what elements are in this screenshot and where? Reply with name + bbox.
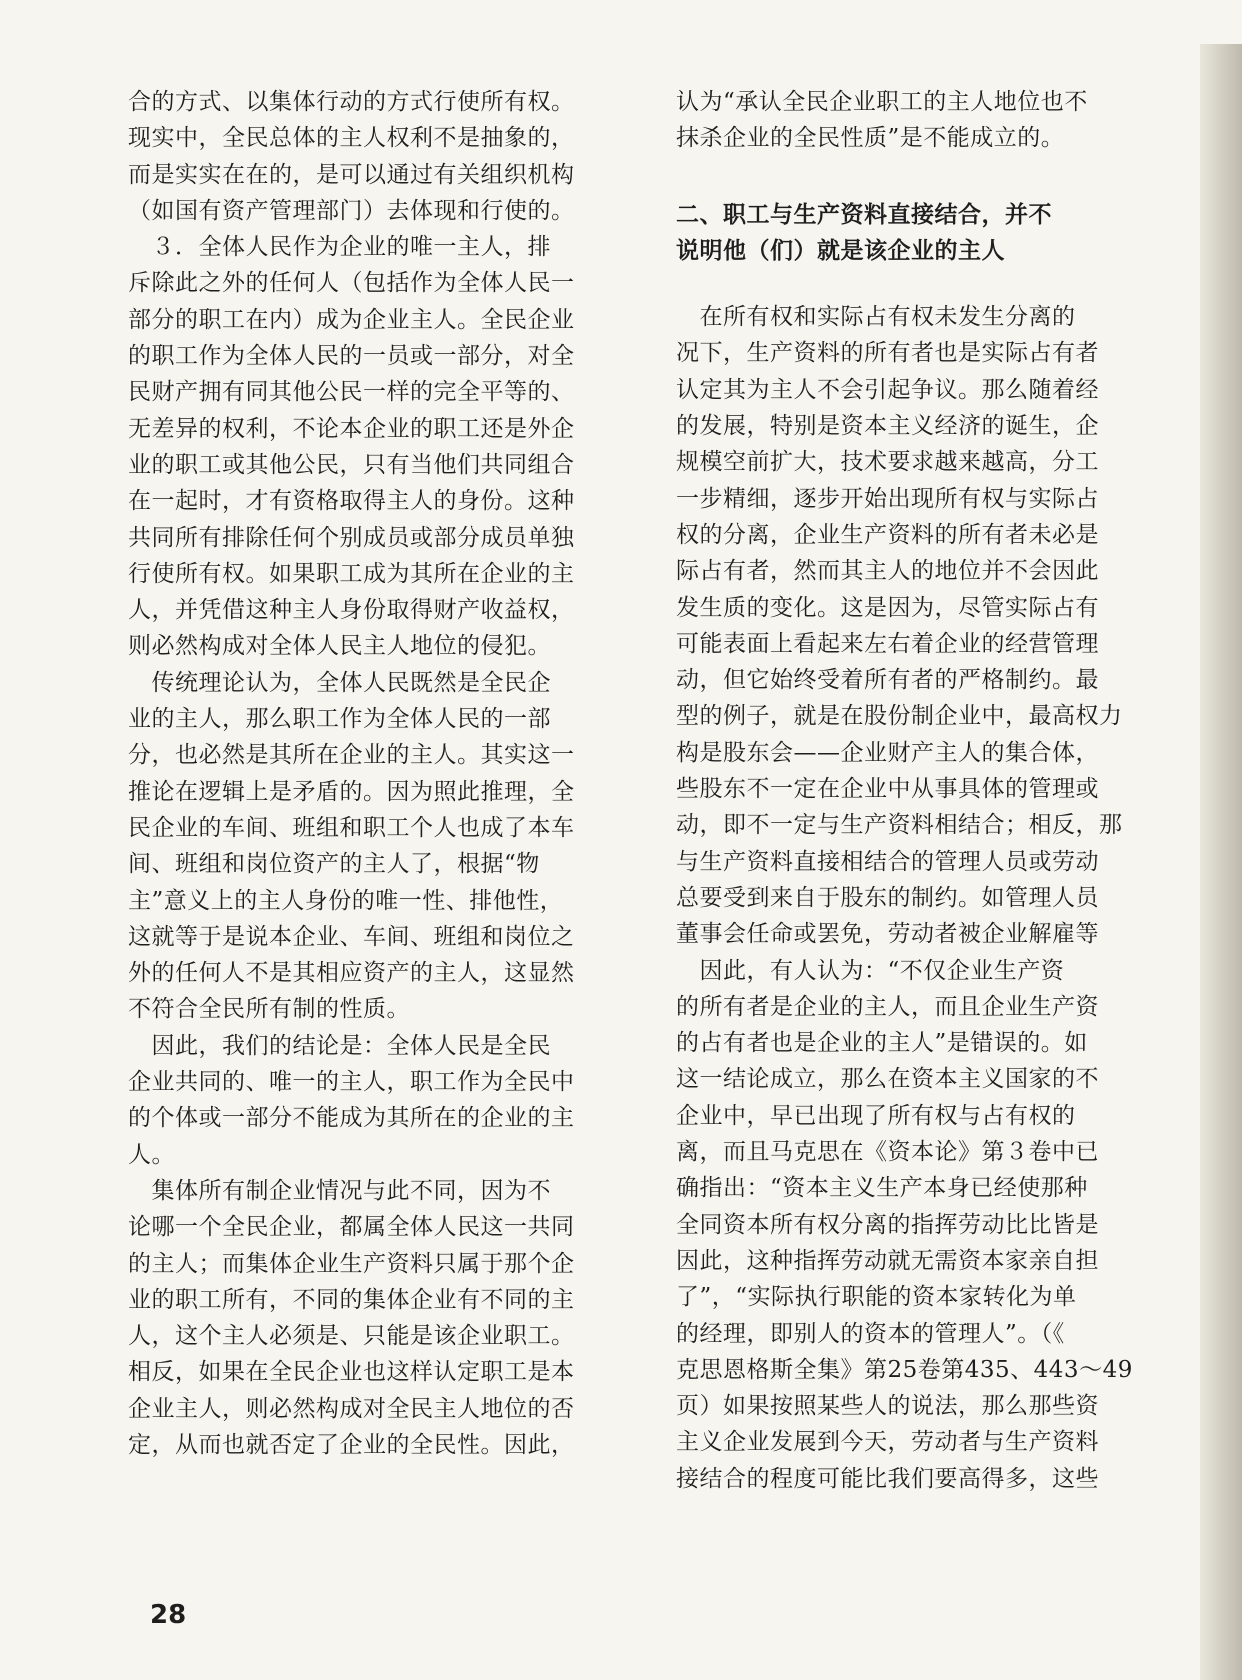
- text-line: 因此，我们的结论是：全体人民是全民: [128, 1032, 551, 1059]
- text-line: 董事会任命或罢免，劳动者被企业解雇等: [676, 921, 1099, 948]
- text-line: 企业中，早已出现了所有权与占有权的: [676, 1102, 1076, 1129]
- text-line: 行使所有权。如果职工成为其所在企业的主: [128, 560, 575, 587]
- text-line: 共同所有排除任何个别成员或部分成员单独: [128, 524, 575, 551]
- text-line: 页）如果按照某些人的说法，那么那些资: [676, 1393, 1099, 1420]
- text-line: 分，也必然是其所在企业的主人。其实这一: [128, 742, 575, 769]
- text-line: 权的分离，企业生产资料的所有者未必是: [676, 521, 1099, 548]
- text-line: 外的任何人不是其相应资产的主人，这显然: [128, 960, 575, 987]
- text-line: 抹杀企业的全民性质”是不能成立的。: [676, 125, 1065, 152]
- text-line: 斥除此之外的任何人（包括作为全体人民一: [128, 270, 575, 297]
- section-heading: [676, 197, 1142, 270]
- text-line: 集体所有制企业情况与此不同，因为不: [128, 1177, 551, 1204]
- text-line: 业的主人，那么职工作为全体人民的一部: [128, 706, 551, 733]
- text-line: 论哪一个全民企业，都属全体人民这一共同: [128, 1214, 575, 1241]
- text-line: 型的例子，就是在股份制企业中，最高权力: [676, 703, 1123, 730]
- text-line: 相反，如果在全民企业也这样认定职工是本: [128, 1359, 575, 1386]
- text-line: 的占有者也是企业的主人”是错误的。如: [676, 1030, 1088, 1057]
- text-line: 民企业的车间、班组和职工个人也成了本车: [128, 814, 575, 841]
- right-intro-paragraph: [676, 84, 1142, 157]
- text-line: 在一起时，才有资格取得主人的身份。这种: [128, 488, 575, 515]
- text-line: 构是股东会——企业财产主人的集合体，: [676, 739, 1099, 766]
- text-line: 一步精细，逐步开始出现所有权与实际占: [676, 485, 1099, 512]
- text-line: ３．全体人民作为企业的唯一主人，排: [128, 234, 551, 261]
- page-binding-shadow: [1200, 44, 1242, 1680]
- text-line: 总要受到来自于股东的制约。如管理人员: [676, 884, 1099, 911]
- text-line: 业的职工所有，不同的集体企业有不同的主: [128, 1286, 575, 1313]
- text-line: 而是实实在在的，是可以通过有关组织机构: [128, 161, 575, 188]
- text-line: 现实中，全民总体的主人权利不是抽象的，: [128, 125, 575, 152]
- text-line: 际占有者，然而其主人的地位并不会因此: [676, 558, 1099, 585]
- right-text-column: [676, 84, 1142, 1497]
- text-line: 接结合的程度可能比我们要高得多，这些: [676, 1465, 1099, 1492]
- text-line: 这一结论成立，那么在资本主义国家的不: [676, 1066, 1099, 1093]
- text-line: 了”，“实际执行职能的资本家转化为单: [676, 1284, 1077, 1311]
- text-line: 企业共同的、唯一的主人，职工作为全民中: [128, 1069, 575, 1096]
- text-line: 的经理，即别人的资本的管理人”。（《: [676, 1320, 1065, 1347]
- text-line: 人。: [128, 1141, 175, 1168]
- text-line: 克思恩格斯全集》第25卷第435、443～49: [676, 1356, 1133, 1383]
- text-line: 在所有权和实际占有权未发生分离的: [676, 304, 1076, 331]
- text-line: 合的方式、以集体行动的方式行使所有权。: [128, 89, 575, 115]
- text-line: 无差异的权利，不论本企业的职工还是外企: [128, 415, 575, 442]
- text-line: 人，并凭借这种主人身份取得财产收益权，: [128, 597, 575, 624]
- text-line: 民财产拥有同其他公民一样的完全平等的、: [128, 379, 575, 406]
- text-line: 些股东不一定在企业中从事具体的管理或: [676, 776, 1099, 803]
- text-line: 因此，有人认为：“不仅企业生产资: [676, 957, 1065, 984]
- right-body-text: [676, 299, 1142, 1497]
- text-line: 与生产资料直接相结合的管理人员或劳动: [676, 848, 1099, 875]
- text-line: 部分的职工在内）成为企业主人。全民企业: [128, 306, 575, 333]
- text-line: 主义企业发展到今天，劳动者与生产资料: [676, 1429, 1099, 1456]
- text-line: 传统理论认为，全体人民既然是全民企: [128, 669, 551, 696]
- text-line: 人，这个主人必须是、只能是该企业职工。: [128, 1323, 575, 1350]
- text-line: 的主人；而集体企业生产资料只属于那个企: [128, 1250, 575, 1277]
- text-line: 则必然构成对全体人民主人地位的侵犯。: [128, 633, 551, 660]
- text-line: 确指出：“资本主义生产本身已经使那种: [676, 1175, 1088, 1202]
- text-line: 推论在逻辑上是矛盾的。因为照此推理，全: [128, 778, 575, 805]
- heading-line: 二、职工与生产资料直接结合，并不: [676, 200, 1052, 228]
- text-line: 离，而且马克思在《资本论》第３卷中已: [676, 1139, 1099, 1166]
- text-line: 这就等于是说本企业、车间、班组和岗位之: [128, 923, 575, 950]
- text-line: 规模空前扩大，技术要求越来越高，分工: [676, 449, 1099, 476]
- text-line: 定，从而也就否定了企业的全民性。因此，: [128, 1431, 575, 1458]
- left-text-column: [128, 84, 624, 1463]
- text-line: 的个体或一部分不能成为其所在的企业的主: [128, 1105, 575, 1132]
- text-line: 的所有者是企业的主人，而且企业生产资: [676, 993, 1099, 1020]
- text-line: 发生质的变化。这是因为，尽管实际占有: [676, 594, 1099, 621]
- text-line: 认为“承认全民企业职工的主人地位也不: [676, 89, 1088, 115]
- text-line: 主”意义上的主人身份的唯一性、排他性，: [128, 887, 564, 914]
- text-line: 不符合全民所有制的性质。: [128, 996, 410, 1023]
- text-line: 动，但它始终受着所有者的严格制约。最: [676, 667, 1099, 694]
- heading-line: 说明他（们）就是该企业的主人: [676, 236, 1005, 264]
- text-line: 全同资本所有权分离的指挥劳动比比皆是: [676, 1211, 1099, 1238]
- text-line: 业的职工或其他公民，只有当他们共同组合: [128, 451, 575, 478]
- text-line: （如国有资产管理部门）去体现和行使的。: [128, 197, 575, 224]
- text-line: 可能表面上看起来左右着企业的经营管理: [676, 630, 1099, 657]
- text-line: 认定其为主人不会引起争议。那么随着经: [676, 376, 1099, 403]
- text-line: 况下，生产资料的所有者也是实际占有者: [676, 340, 1099, 367]
- text-line: 企业主人，则必然构成对全民主人地位的否: [128, 1395, 575, 1422]
- text-line: 因此，这种指挥劳动就无需资本家亲自担: [676, 1247, 1099, 1274]
- text-line: 的发展，特别是资本主义经济的诞生，企: [676, 413, 1099, 440]
- page-number: 28: [150, 1600, 187, 1630]
- text-line: 动，即不一定与生产资料相结合；相反，那: [676, 812, 1123, 839]
- text-line: 的职工作为全体人民的一员或一部分，对全: [128, 343, 575, 370]
- text-line: 间、班组和岗位资产的主人了，根据“物: [128, 851, 540, 878]
